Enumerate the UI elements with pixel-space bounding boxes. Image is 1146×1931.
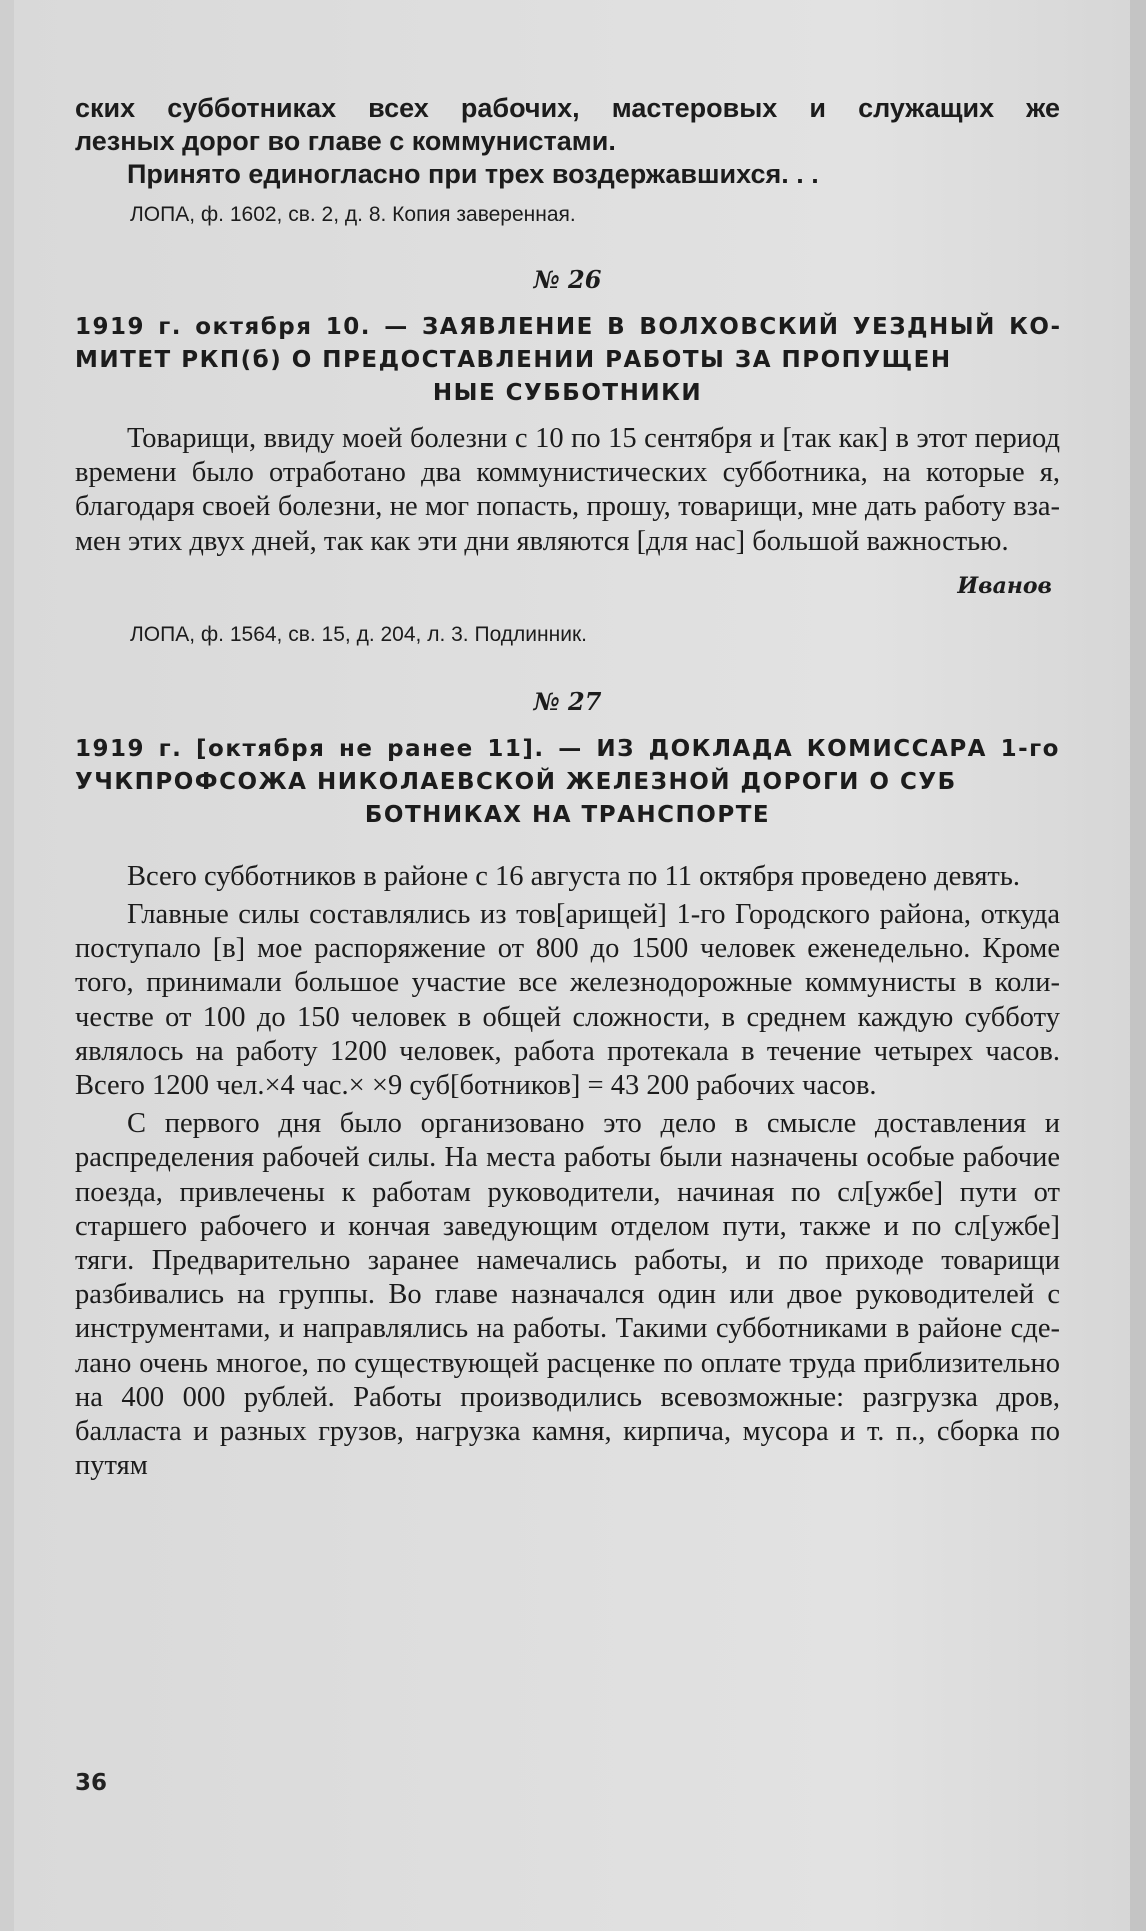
page-edge-shadow: [1130, 0, 1146, 1931]
body-26-paragraph: Товарищи, ввиду моей болезни с 10 по 15 сентября и [так как] в этот период времени было отработано два коммунистических субботника, на которые я, благодаря своей болезни, не мог попасть, прошу, товарищи, мне дать работу взамен этих двух дней, так как эти дни являются [для нас] большой важностью.: [75, 423, 1060, 557]
document-number-26: № 26: [533, 265, 602, 294]
body-27-paragraph-2: Главные силы составлялись из тов[арищей] 1-го Городского района, откуда поступало [в] мое распоряжение от 800 до 1500 человек еженедельно. Кроме того, принимали большое участие все железнодорожные коммунисты в количестве от 100 до 150 человек в общей сложности, в среднем каждую субботу являлось на работу 1200 человек, работа протекала в течение четырех часов. Всего 1200 чел.×4 час.× ×9 суб[ботников] = 43 200 рабочих часов.: [75, 899, 1060, 1102]
document-heading-26: [75, 311, 1060, 410]
body-27-paragraph-1: Всего субботников в районе с 16 августа по 11 октября проведено девять.: [127, 860, 1021, 892]
document-number-27: № 27: [533, 686, 602, 716]
document-body-26: [75, 422, 1060, 559]
fragment-line-2: лезных дорог во главе с коммунистами.: [75, 126, 616, 156]
top-fragment: [75, 92, 1060, 191]
page-number: 36: [75, 1770, 108, 1796]
heading-27-main: 1919 г. [октября не ранее 11]. — ИЗ ДОКЛАДА КОМИССАРА 1-го УЧКПРОФСОЖА НИКОЛАЕВСКОЙ ЖЕЛЕЗНОЙ ДОРОГИ О СУБ: [75, 735, 1060, 795]
body-27-paragraph-3: С первого дня было организовано это дело в смысле доставления и распределения рабочей силы. На места работы были назначены особые рабочие поезда, привлечены к работам руководители, начиная по сл[ужбе] пути от старшего рабочего и кончая заведующим отделом пути, также и по сл[ужбе] тяги. Предварительно заранее намечались работы, и по приходе товарищи разбивались на группы. Во главе назначался один или двое руководителей с инструментами, и направлялись на работы. Такими субботниками в районе сделано очень многое, по существующей расценке по оплате труда приблизительно на 400 000 рублей. Работы производились всевозможные: разгрузка дров, балласта и разных грузов, нагрузка камня, кирпича, мусора и т. п., сборка по путям: [75, 1108, 1060, 1482]
signature-26: Иванов: [957, 572, 1052, 599]
document-heading-27: [75, 733, 1060, 832]
citation-top: ЛОПА, ф. 1602, св. 2, д. 8. Копия заверенная.: [130, 203, 576, 226]
page-content: [75, 92, 1060, 1483]
heading-27-last: БОТНИКАХ НА ТРАНСПОРТЕ: [364, 801, 771, 828]
heading-26-main: 1919 г. октября 10. — ЗАЯВЛЕНИЕ В ВОЛХОВСКИЙ УЕЗДНЫЙ КОМИТЕТ РКП(б) О ПРЕДОСТАВЛЕНИИ РАБОТЫ ЗА ПРОПУЩЕН: [75, 314, 1060, 373]
citation-26: ЛОПА, ф. 1564, св. 15, д. 204, л. 3. Подлинник.: [130, 622, 587, 646]
resolution-line: Принято единогласно при трех воздержавшихся. . .: [127, 159, 819, 189]
heading-26-last: НЫЕ СУББОТНИКИ: [432, 380, 703, 406]
fragment-line-1: ских субботниках всех рабочих, мастеровых и служащих же: [75, 93, 1060, 123]
document-body-27: [75, 860, 1060, 1484]
